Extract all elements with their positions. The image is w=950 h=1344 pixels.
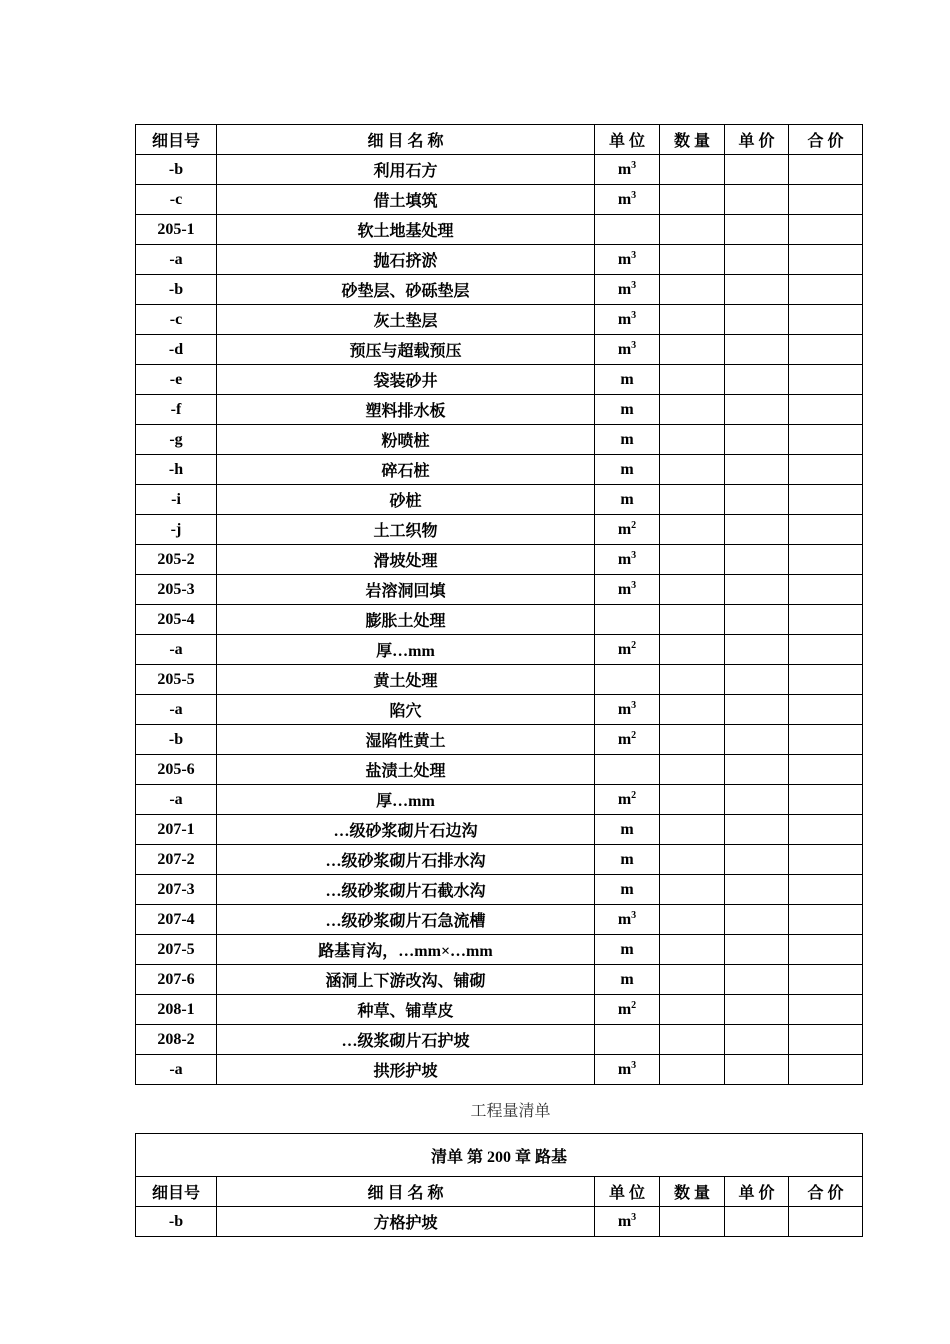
unit-exponent: 3 — [631, 309, 637, 321]
table-row — [136, 185, 863, 215]
quantity-cell — [660, 845, 725, 875]
item-name: …级浆砌片石护坡 — [217, 1025, 595, 1055]
header-quantity: 数 量 — [660, 1177, 725, 1207]
total-price-cell — [789, 1025, 863, 1055]
unit-text: m — [617, 340, 632, 358]
table-row — [136, 1025, 863, 1055]
table-row — [136, 605, 863, 635]
item-name: …级砂浆砌片石急流槽 — [217, 905, 595, 935]
quantity-cell — [660, 575, 725, 605]
unit-text: m — [620, 370, 634, 388]
table-row — [136, 575, 863, 605]
item-name: 软土地基处理 — [217, 215, 595, 245]
item-name: 土工织物 — [217, 515, 595, 545]
unit-price-cell — [725, 785, 789, 815]
unit-exponent: 3 — [631, 1059, 637, 1071]
unit-price-cell — [725, 275, 789, 305]
item-unit — [595, 395, 660, 425]
unit-price-cell — [725, 425, 789, 455]
unit-text: m — [620, 940, 634, 958]
item-code: -c — [136, 185, 217, 215]
unit-text: m — [617, 550, 632, 568]
item-code: -e — [136, 365, 217, 395]
total-price-cell — [789, 785, 863, 815]
item-name: 拱形护坡 — [217, 1055, 595, 1085]
total-price-cell — [789, 515, 863, 545]
unit-text: m — [617, 580, 632, 598]
unit-price-cell — [725, 995, 789, 1025]
item-name: 砂垫层、砂砾垫层 — [217, 275, 595, 305]
table-row — [136, 365, 863, 395]
unit-price-cell — [725, 545, 789, 575]
unit-price-cell — [725, 365, 789, 395]
header-item-no: 细目号 — [136, 125, 217, 155]
item-name: 利用石方 — [217, 155, 595, 185]
table-row — [136, 1207, 863, 1237]
table-header-row — [136, 125, 863, 155]
header-total-price: 合 价 — [789, 125, 863, 155]
table-row — [136, 965, 863, 995]
item-code: 207-3 — [136, 875, 217, 905]
item-unit — [595, 545, 660, 575]
item-unit — [595, 155, 660, 185]
item-code: -h — [136, 455, 217, 485]
unit-text: m — [617, 730, 632, 748]
unit-price-cell — [725, 575, 789, 605]
item-code: 207-5 — [136, 935, 217, 965]
item-name: 涵洞上下游改沟、铺砌 — [217, 965, 595, 995]
quantity-cell — [660, 215, 725, 245]
item-name: 灰土垫层 — [217, 305, 595, 335]
item-code: 205-3 — [136, 575, 217, 605]
unit-price-cell — [725, 485, 789, 515]
unit-text: m — [620, 970, 634, 988]
unit-exponent: 3 — [631, 579, 637, 591]
unit-price-cell — [725, 635, 789, 665]
unit-exponent: 2 — [631, 729, 637, 741]
item-unit — [595, 425, 660, 455]
unit-price-cell — [725, 695, 789, 725]
quantity-cell — [660, 485, 725, 515]
quantity-cell — [660, 365, 725, 395]
quantity-cell — [660, 815, 725, 845]
table-body — [136, 155, 863, 1085]
table-row — [136, 635, 863, 665]
unit-text: m — [617, 700, 632, 718]
total-price-cell — [789, 215, 863, 245]
total-price-cell — [789, 1207, 863, 1237]
item-code: -j — [136, 515, 217, 545]
unit-text: m — [617, 520, 632, 538]
item-name: 膨胀土处理 — [217, 605, 595, 635]
quantity-cell — [660, 875, 725, 905]
unit-text: m — [617, 250, 632, 268]
unit-exponent: 2 — [631, 789, 637, 801]
unit-price-cell — [725, 185, 789, 215]
item-unit — [595, 695, 660, 725]
item-name: 种草、铺草皮 — [217, 995, 595, 1025]
unit-price-cell — [725, 215, 789, 245]
item-code: 208-1 — [136, 995, 217, 1025]
quantity-cell — [660, 725, 725, 755]
unit-price-cell — [725, 845, 789, 875]
table-row — [136, 425, 863, 455]
table-row — [136, 485, 863, 515]
unit-price-cell — [725, 515, 789, 545]
table-row — [136, 305, 863, 335]
item-unit — [595, 1055, 660, 1085]
table-row — [136, 275, 863, 305]
unit-price-cell — [725, 905, 789, 935]
total-price-cell — [789, 545, 863, 575]
item-code: -b — [136, 275, 217, 305]
item-code: 205-1 — [136, 215, 217, 245]
table-row — [136, 155, 863, 185]
header-item-name: 细 目 名 称 — [217, 1177, 595, 1207]
item-code: 205-4 — [136, 605, 217, 635]
quantity-cell — [660, 155, 725, 185]
unit-text: m — [617, 790, 632, 808]
item-unit — [595, 275, 660, 305]
item-unit — [595, 1207, 660, 1237]
item-code: 205-2 — [136, 545, 217, 575]
quantity-cell — [660, 755, 725, 785]
unit-text: m — [617, 1060, 632, 1078]
header-item-name: 细 目 名 称 — [217, 125, 595, 155]
item-code: 208-2 — [136, 1025, 217, 1055]
item-code: 207-4 — [136, 905, 217, 935]
table-row — [136, 515, 863, 545]
item-code: 205-5 — [136, 665, 217, 695]
quantity-cell — [660, 185, 725, 215]
quantity-cell — [660, 605, 725, 635]
quantity-cell — [660, 515, 725, 545]
item-code: -b — [136, 155, 217, 185]
item-name: 路基肓沟，…mm×…mm — [217, 935, 595, 965]
quantity-cell — [660, 695, 725, 725]
quantity-cell — [660, 455, 725, 485]
unit-price-cell — [725, 965, 789, 995]
unit-price-cell — [725, 155, 789, 185]
total-price-cell — [789, 635, 863, 665]
unit-price-cell — [725, 755, 789, 785]
item-unit — [595, 215, 660, 245]
quantity-cell — [660, 1025, 725, 1055]
item-unit — [595, 185, 660, 215]
unit-text: m — [617, 310, 632, 328]
unit-text: m — [620, 490, 634, 508]
item-name: 盐渍土处理 — [217, 755, 595, 785]
total-price-cell — [789, 485, 863, 515]
unit-price-cell — [725, 335, 789, 365]
unit-exponent: 3 — [631, 549, 637, 561]
unit-text: m — [620, 430, 634, 448]
item-unit — [595, 515, 660, 545]
item-name: 借土填筑 — [217, 185, 595, 215]
total-price-cell — [789, 455, 863, 485]
item-name: 岩溶洞回填 — [217, 575, 595, 605]
unit-text: m — [617, 280, 632, 298]
item-unit — [595, 365, 660, 395]
unit-price-cell — [725, 455, 789, 485]
quantity-cell — [660, 335, 725, 365]
unit-exponent: 2 — [631, 999, 637, 1011]
unit-price-cell — [725, 815, 789, 845]
item-unit — [595, 755, 660, 785]
unit-price-cell — [725, 1025, 789, 1055]
total-price-cell — [789, 995, 863, 1025]
unit-text: m — [620, 460, 634, 478]
unit-exponent: 2 — [631, 639, 637, 651]
quantity-cell — [660, 905, 725, 935]
item-name: 粉喷桩 — [217, 425, 595, 455]
unit-price-cell — [725, 1055, 789, 1085]
unit-text: m — [620, 400, 634, 418]
header-unit-price: 单 价 — [725, 125, 789, 155]
table-row — [136, 905, 863, 935]
table-row — [136, 875, 863, 905]
table-row — [136, 995, 863, 1025]
unit-price-cell — [725, 245, 789, 275]
unit-text: m — [620, 880, 634, 898]
item-name: 厚…mm — [217, 635, 595, 665]
quantity-cell — [660, 995, 725, 1025]
table-row — [136, 215, 863, 245]
item-unit — [595, 575, 660, 605]
unit-exponent: 3 — [631, 159, 637, 171]
item-code: -b — [136, 725, 217, 755]
item-name: 湿陷性黄土 — [217, 725, 595, 755]
quantity-cell — [660, 275, 725, 305]
total-price-cell — [789, 395, 863, 425]
item-name: 抛石挤淤 — [217, 245, 595, 275]
unit-text: m — [617, 160, 632, 178]
unit-price-cell — [725, 935, 789, 965]
header-quantity: 数 量 — [660, 125, 725, 155]
item-name: 黄土处理 — [217, 665, 595, 695]
quantity-cell — [660, 305, 725, 335]
table-row — [136, 665, 863, 695]
item-code: -i — [136, 485, 217, 515]
table-row — [136, 845, 863, 875]
quantity-cell — [660, 245, 725, 275]
table-row — [136, 935, 863, 965]
table-row — [136, 395, 863, 425]
total-price-cell — [789, 815, 863, 845]
quantity-cell — [660, 1055, 725, 1085]
quantity-cell — [660, 935, 725, 965]
unit-text: m — [617, 1000, 632, 1018]
total-price-cell — [789, 365, 863, 395]
table-row — [136, 725, 863, 755]
table-row — [136, 815, 863, 845]
total-price-cell — [789, 245, 863, 275]
item-unit — [595, 635, 660, 665]
item-unit — [595, 725, 660, 755]
unit-price-cell — [725, 605, 789, 635]
item-name: …级砂浆砌片石截水沟 — [217, 875, 595, 905]
unit-exponent: 3 — [631, 279, 637, 291]
item-unit — [595, 815, 660, 845]
total-price-cell — [789, 845, 863, 875]
item-unit — [595, 995, 660, 1025]
item-name: 砂桩 — [217, 485, 595, 515]
unit-exponent: 3 — [631, 339, 637, 351]
item-unit — [595, 665, 660, 695]
item-name: …级砂浆砌片石边沟 — [217, 815, 595, 845]
total-price-cell — [789, 575, 863, 605]
item-code: -f — [136, 395, 217, 425]
table-row — [136, 455, 863, 485]
total-price-cell — [789, 185, 863, 215]
total-price-cell — [789, 155, 863, 185]
table-row — [136, 785, 863, 815]
table-row — [136, 245, 863, 275]
quantity-cell — [660, 965, 725, 995]
unit-price-cell — [725, 665, 789, 695]
item-name: 滑坡处理 — [217, 545, 595, 575]
item-unit — [595, 965, 660, 995]
item-name: 陷穴 — [217, 695, 595, 725]
unit-exponent: 3 — [631, 189, 637, 201]
total-price-cell — [789, 665, 863, 695]
item-unit — [595, 305, 660, 335]
item-name: 袋装砂井 — [217, 365, 595, 395]
unit-text: m — [617, 190, 632, 208]
item-code: 207-2 — [136, 845, 217, 875]
quantity-cell — [660, 665, 725, 695]
item-code: 205-6 — [136, 755, 217, 785]
table-caption: 工程量清单 — [470, 1103, 551, 1120]
item-code: -g — [136, 425, 217, 455]
unit-price-cell — [725, 725, 789, 755]
item-unit — [595, 905, 660, 935]
quantity-cell — [660, 395, 725, 425]
item-code: -a — [136, 695, 217, 725]
total-price-cell — [789, 335, 863, 365]
chapter-200-table — [135, 1133, 863, 1237]
item-name: 方格护坡 — [217, 1207, 595, 1237]
item-unit — [595, 485, 660, 515]
unit-price-cell — [725, 305, 789, 335]
item-unit — [595, 785, 660, 815]
item-unit — [595, 455, 660, 485]
unit-text: m — [617, 910, 632, 928]
header-item-no: 细目号 — [136, 1177, 217, 1207]
unit-exponent: 3 — [631, 909, 637, 921]
quantity-cell — [660, 1207, 725, 1237]
item-code: -a — [136, 245, 217, 275]
item-name: 厚…mm — [217, 785, 595, 815]
unit-price-cell — [725, 875, 789, 905]
item-code: -b — [136, 1207, 217, 1237]
table-body — [136, 1207, 863, 1237]
item-code: -a — [136, 1055, 217, 1085]
total-price-cell — [789, 755, 863, 785]
unit-exponent: 3 — [631, 699, 637, 711]
unit-text: m — [620, 850, 634, 868]
unit-text: m — [617, 640, 632, 658]
total-price-cell — [789, 965, 863, 995]
unit-text: m — [617, 1212, 632, 1230]
total-price-cell — [789, 275, 863, 305]
header-total-price: 合 价 — [789, 1177, 863, 1207]
item-code: -a — [136, 635, 217, 665]
item-code: 207-6 — [136, 965, 217, 995]
unit-exponent: 2 — [631, 519, 637, 531]
item-name: 预压与超载预压 — [217, 335, 595, 365]
table-row — [136, 1055, 863, 1085]
item-code: -a — [136, 785, 217, 815]
total-price-cell — [789, 725, 863, 755]
table-row — [136, 695, 863, 725]
table-row — [136, 545, 863, 575]
quantity-cell — [660, 425, 725, 455]
header-unit: 单 位 — [595, 1177, 660, 1207]
item-unit — [595, 1025, 660, 1055]
total-price-cell — [789, 305, 863, 335]
table-row — [136, 335, 863, 365]
item-code: -c — [136, 305, 217, 335]
quantity-cell — [660, 785, 725, 815]
total-price-cell — [789, 905, 863, 935]
table-row — [136, 755, 863, 785]
quantity-cell — [660, 545, 725, 575]
total-price-cell — [789, 875, 863, 905]
item-unit — [595, 245, 660, 275]
item-name: 塑料排水板 — [217, 395, 595, 425]
unit-price-cell — [725, 1207, 789, 1237]
unit-text: m — [620, 820, 634, 838]
header-unit-price: 单 价 — [725, 1177, 789, 1207]
chapter-title: 清单 第 200 章 路基 — [136, 1134, 863, 1177]
unit-exponent: 3 — [631, 1211, 637, 1223]
total-price-cell — [789, 1055, 863, 1085]
item-unit — [595, 845, 660, 875]
item-unit — [595, 875, 660, 905]
unit-exponent: 3 — [631, 249, 637, 261]
item-code: 207-1 — [136, 815, 217, 845]
item-name: 碎石桩 — [217, 455, 595, 485]
item-unit — [595, 935, 660, 965]
item-unit — [595, 605, 660, 635]
item-name: …级砂浆砌片石排水沟 — [217, 845, 595, 875]
total-price-cell — [789, 425, 863, 455]
header-unit: 单 位 — [595, 125, 660, 155]
total-price-cell — [789, 935, 863, 965]
item-unit — [595, 335, 660, 365]
unit-price-cell — [725, 395, 789, 425]
table-header-row — [136, 1177, 863, 1207]
total-price-cell — [789, 695, 863, 725]
quantity-cell — [660, 635, 725, 665]
bill-of-quantities-table — [135, 124, 863, 1085]
item-code: -d — [136, 335, 217, 365]
chapter-title-row — [136, 1134, 863, 1177]
total-price-cell — [789, 605, 863, 635]
